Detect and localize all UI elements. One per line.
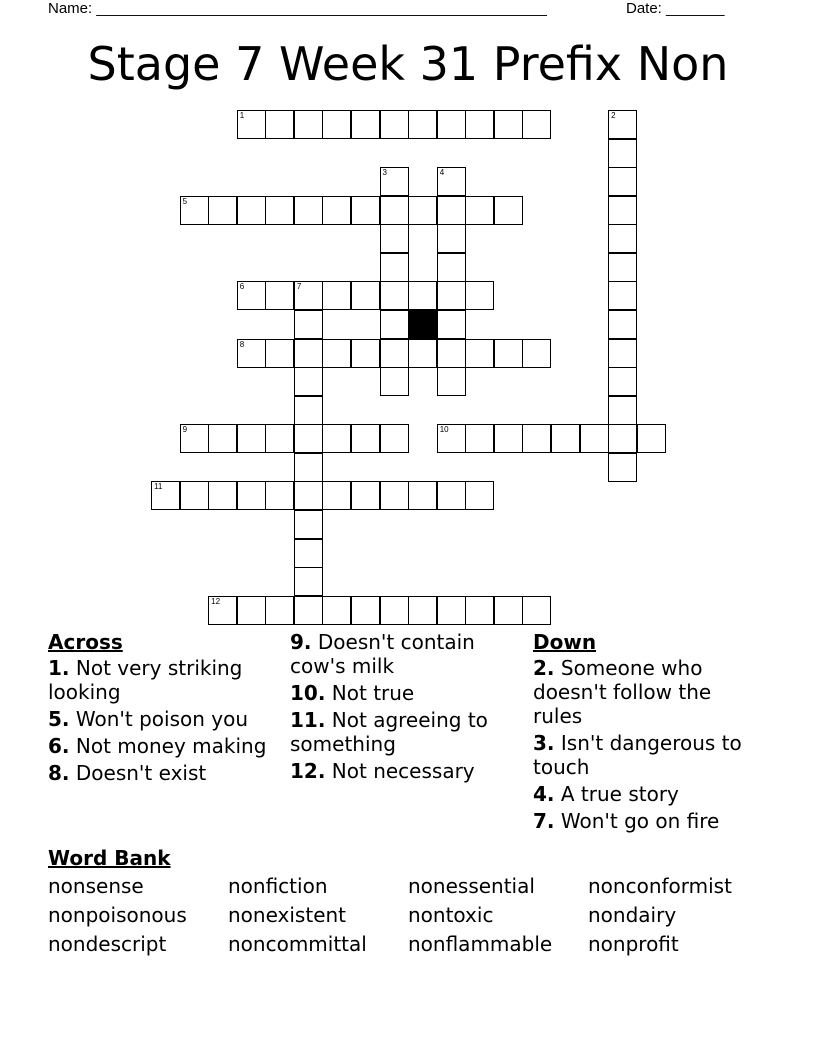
clue-number: 10	[439, 425, 449, 435]
crossword-cell[interactable]	[180, 196, 209, 225]
crossword-cell[interactable]	[522, 424, 551, 453]
crossword-cell[interactable]	[608, 139, 637, 168]
crossword-cell[interactable]	[294, 396, 323, 425]
down-clues-column	[533, 630, 763, 836]
word-bank-item: nonfiction	[228, 874, 328, 898]
crossword-cell[interactable]	[437, 224, 466, 253]
crossword-cell[interactable]	[294, 367, 323, 396]
crossword-cell[interactable]	[208, 481, 237, 510]
crossword-cell[interactable]	[237, 110, 266, 139]
crossword-cell[interactable]	[608, 310, 637, 339]
crossword-cell[interactable]	[608, 224, 637, 253]
clue-across-11: 11. Not agreeing to something	[290, 708, 488, 756]
crossword-cell[interactable]	[437, 596, 466, 625]
crossword-cell[interactable]	[465, 424, 494, 453]
word-bank-item: nonpoisonous	[48, 903, 187, 927]
crossword-cell[interactable]	[437, 196, 466, 225]
clue-across-5: 5. Won't poison you	[48, 707, 249, 731]
crossword-cell[interactable]	[294, 281, 323, 310]
crossword-cell[interactable]	[408, 110, 437, 139]
crossword-cell[interactable]	[351, 596, 380, 625]
clue-across-8: 8. Doesn't exist	[48, 761, 207, 785]
crossword-cell[interactable]	[322, 339, 351, 368]
word-bank-item: nontoxic	[408, 903, 494, 927]
crossword-cell[interactable]	[380, 196, 409, 225]
crossword-cell[interactable]	[437, 481, 466, 510]
clue-down-7: 7. Won't go on fire	[533, 809, 720, 833]
crossword-cell[interactable]	[608, 196, 637, 225]
crossword-cell[interactable]	[580, 424, 609, 453]
crossword-cell[interactable]	[380, 596, 409, 625]
clue-across-9: 9. Doesn't contain cow's milk	[290, 630, 475, 678]
crossword-cell[interactable]	[608, 110, 637, 139]
crossword-cell[interactable]	[608, 253, 637, 282]
crossword-cell[interactable]	[294, 196, 323, 225]
word-bank-item: nonexistent	[228, 903, 347, 927]
crossword-cell[interactable]	[180, 481, 209, 510]
crossword-cell[interactable]	[465, 110, 494, 139]
crossword-cell[interactable]	[237, 424, 266, 453]
crossword-cell[interactable]	[294, 424, 323, 453]
crossword-cell[interactable]	[494, 196, 523, 225]
across-clues-column	[48, 630, 278, 788]
word-bank-item: nondairy	[588, 903, 677, 927]
clue-number: 2	[611, 111, 616, 120]
crossword-cell[interactable]	[265, 596, 294, 625]
crossword-cell[interactable]	[351, 481, 380, 510]
clue-across-10: 10. Not true	[290, 681, 415, 705]
word-bank-item: noncommittal	[228, 932, 367, 956]
crossword-cell[interactable]	[322, 281, 351, 310]
crossword-cell[interactable]	[265, 281, 294, 310]
clue-across-1: 1. Not very striking looking	[48, 656, 243, 704]
clue-number: 12	[211, 596, 221, 606]
crossword-cell[interactable]	[608, 167, 637, 196]
crossword-cell[interactable]	[408, 339, 437, 368]
crossword-cell[interactable]	[437, 367, 466, 396]
word-bank-item: nonsense	[48, 874, 144, 898]
crossword-cell[interactable]	[437, 424, 466, 453]
crossword-cell[interactable]	[294, 567, 323, 596]
crossword-cell[interactable]	[351, 339, 380, 368]
crossword-cell[interactable]	[522, 110, 551, 139]
crossword-cell[interactable]	[351, 196, 380, 225]
crossword-cell[interactable]	[237, 481, 266, 510]
crossword-cell[interactable]	[237, 596, 266, 625]
crossword-cell[interactable]	[465, 596, 494, 625]
crossword-cell[interactable]	[608, 281, 637, 310]
crossword-cell[interactable]	[380, 110, 409, 139]
crossword-cell[interactable]	[380, 339, 409, 368]
crossword-cell[interactable]	[465, 281, 494, 310]
clue-down-3: 3. Isn't dangerous to touch	[533, 731, 742, 779]
clue-number: 9	[182, 425, 188, 435]
crossword-cell[interactable]	[180, 424, 209, 453]
clue-number: 1	[239, 111, 245, 120]
clue-down-2: 2. Someone who doesn't follow the rules	[533, 656, 712, 728]
crossword-cell[interactable]	[522, 596, 551, 625]
clue-across-6: 6. Not money making	[48, 734, 267, 758]
crossword-cell[interactable]	[380, 167, 409, 196]
crossword-cell[interactable]	[494, 110, 523, 139]
crossword-cell[interactable]	[322, 596, 351, 625]
clue-number: 8	[239, 339, 245, 349]
crossword-cell[interactable]	[437, 167, 466, 196]
crossword-cell[interactable]	[494, 339, 523, 368]
word-bank-item: nonprofit	[588, 932, 679, 956]
crossword-cell[interactable]	[294, 339, 323, 368]
crossword-cell[interactable]	[608, 424, 637, 453]
crossword-cell[interactable]	[151, 481, 180, 510]
crossword-cell[interactable]	[322, 424, 351, 453]
crossword-cell[interactable]	[465, 196, 494, 225]
crossword-cell[interactable]	[437, 310, 466, 339]
crossword-cell[interactable]	[437, 253, 466, 282]
crossword-cell[interactable]	[522, 339, 551, 368]
crossword-cell[interactable]	[265, 424, 294, 453]
clue-number: 4	[439, 168, 445, 178]
word-bank-item: nonessential	[408, 874, 535, 898]
clue-number: 11	[154, 482, 163, 492]
across-heading: Across	[48, 630, 123, 654]
crossword-cell[interactable]	[608, 367, 637, 396]
crossword-cell[interactable]	[265, 339, 294, 368]
crossword-cell[interactable]	[380, 367, 409, 396]
word-bank-item: nondescript	[48, 932, 167, 956]
crossword-cell[interactable]	[408, 281, 437, 310]
word-bank-heading: Word Bank	[48, 846, 171, 870]
across-clues-column-2	[290, 630, 520, 786]
name-field-label[interactable]: Name: ______________________________________________________	[48, 0, 547, 17]
crossword-cell[interactable]	[294, 481, 323, 510]
clue-number: 6	[239, 282, 245, 292]
crossword-cell[interactable]	[265, 110, 294, 139]
crossword-cell[interactable]	[294, 510, 323, 539]
crossword-cell[interactable]	[608, 339, 637, 368]
crossword-cell[interactable]	[408, 481, 437, 510]
black-square	[408, 310, 437, 339]
page-title: Stage 7 Week 31 Prefix Non	[87, 37, 729, 91]
crossword-cell[interactable]	[551, 424, 580, 453]
crossword-cell[interactable]	[265, 196, 294, 225]
crossword-cell[interactable]	[208, 196, 237, 225]
crossword-cell[interactable]	[294, 110, 323, 139]
crossword-cell[interactable]	[380, 253, 409, 282]
crossword-cell[interactable]	[465, 339, 494, 368]
crossword-cell[interactable]	[465, 481, 494, 510]
crossword-cell[interactable]	[322, 481, 351, 510]
crossword-cell[interactable]	[322, 196, 351, 225]
crossword-cell[interactable]	[208, 424, 237, 453]
crossword-cell[interactable]	[380, 481, 409, 510]
crossword-cell[interactable]	[380, 224, 409, 253]
crossword-cell[interactable]	[351, 110, 380, 139]
word-bank-item: nonflammable	[408, 932, 553, 956]
clue-number: 5	[182, 196, 188, 206]
crossword-cell[interactable]	[408, 596, 437, 625]
crossword-cell[interactable]	[294, 539, 323, 568]
crossword-cell[interactable]	[294, 453, 323, 482]
word-bank	[48, 874, 768, 957]
crossword-cell[interactable]	[494, 596, 523, 625]
crossword-cell[interactable]	[608, 396, 637, 425]
crossword-cell[interactable]	[237, 281, 266, 310]
clue-number: 7	[296, 282, 302, 292]
crossword-cell[interactable]	[380, 310, 409, 339]
crossword-cell[interactable]	[294, 310, 323, 339]
crossword-cell[interactable]	[437, 281, 466, 310]
crossword-cell[interactable]	[494, 424, 523, 453]
clue-number: 3	[382, 168, 387, 178]
crossword-cell[interactable]	[351, 424, 380, 453]
date-field-label[interactable]: Date: _______	[626, 0, 725, 17]
clue-across-12: 12. Not necessary	[290, 759, 475, 783]
crossword-cell[interactable]	[237, 339, 266, 368]
crossword-cell[interactable]	[237, 196, 266, 225]
crossword-cell[interactable]	[437, 339, 466, 368]
crossword-cell[interactable]	[322, 110, 351, 139]
crossword-cell[interactable]	[265, 481, 294, 510]
crossword-cell[interactable]	[637, 424, 666, 453]
crossword-cell[interactable]	[408, 196, 437, 225]
crossword-cell[interactable]	[380, 424, 409, 453]
crossword-cell[interactable]	[351, 281, 380, 310]
crossword-cell[interactable]	[608, 453, 637, 482]
crossword-cell[interactable]	[294, 596, 323, 625]
crossword-cell[interactable]	[208, 596, 237, 625]
clue-down-4: 4. A true story	[533, 782, 679, 806]
word-bank-item: nonconformist	[588, 874, 732, 898]
crossword-cell[interactable]	[380, 281, 409, 310]
down-heading: Down	[533, 630, 597, 654]
crossword-cell[interactable]	[437, 110, 466, 139]
